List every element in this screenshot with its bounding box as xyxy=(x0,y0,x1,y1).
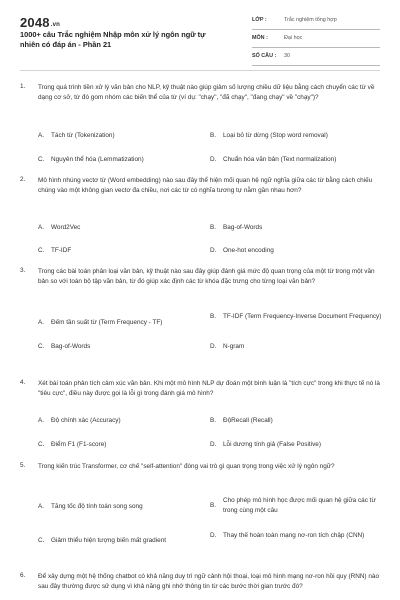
option-d[interactable] xyxy=(210,531,382,541)
question-number: 3. xyxy=(20,267,26,274)
document-title: 1000+ câu Trắc nghiệm Nhập môn xử lý ngôn ngữ tự nhiên có đáp án - Phần 21 xyxy=(20,30,206,49)
option-text: Lỗi dương tính giả (False Positive) xyxy=(223,441,321,448)
option-letter: D. xyxy=(210,532,217,540)
page-header xyxy=(0,0,400,62)
meta-value-class: Trắc nghiệm tổng hợp xyxy=(284,17,337,23)
option-b[interactable] xyxy=(210,131,382,141)
logo-text: 2048 xyxy=(20,15,50,30)
meta-label-class: LỚP : xyxy=(252,17,267,23)
option-text: Cho phép mô hình học được mối quan hệ giữa các từ trong cùng một câu xyxy=(223,497,376,514)
option-b[interactable] xyxy=(210,312,382,322)
option-text: Độ chính xác (Accuracy) xyxy=(51,417,121,424)
option-text: Bag-of-Words xyxy=(51,343,91,350)
option-text: TF-IDF (Term Frequency-Inverse Document Frequency) xyxy=(223,313,382,320)
option-text: Giảm thiểu hiện tượng biến mất gradient xyxy=(51,537,167,544)
option-text: Tách từ (Tokenization) xyxy=(51,132,115,139)
question-text: Trong kiến trúc Transformer, cơ chế "self-attention" đóng vai trò gì quan trọng trong việc xử lý ngôn ngữ? xyxy=(38,463,335,470)
meta-value-subject: Đại học xyxy=(284,35,303,41)
option-letter: B. xyxy=(210,313,217,321)
option-letter: B. xyxy=(210,502,217,510)
option-text: Điểm F1 (F1-score) xyxy=(51,441,107,448)
option-letter: A. xyxy=(38,224,45,232)
option-letter: C. xyxy=(38,343,45,351)
document-meta xyxy=(252,15,380,69)
question-number: 4. xyxy=(20,379,26,386)
option-text: TF-IDF xyxy=(51,247,72,254)
option-letter: C. xyxy=(38,247,45,255)
option-letter: A. xyxy=(38,503,45,511)
option-a[interactable] xyxy=(38,318,210,328)
option-text: Thay thế hoàn toàn mạng nơ-ron tích chập (CNN) xyxy=(223,532,365,539)
option-b[interactable] xyxy=(210,496,382,516)
option-text: ĐộRecall (Recall) xyxy=(223,417,273,424)
option-text: Loại bỏ từ dừng (Stop word removal) xyxy=(223,132,328,139)
option-letter: C. xyxy=(38,156,45,164)
option-letter: C. xyxy=(38,441,45,449)
header-divider xyxy=(20,70,380,71)
meta-label-subject: MÔN : xyxy=(252,35,268,41)
option-text: N-gram xyxy=(223,343,245,350)
question-text: Trong quá trình tiền xử lý văn bản cho NLP, kỹ thuật nào giúp giảm số lượng chiều dữ liệu bằng cách chuyển các từ về dạng cơ sở, từ đó gom nhóm các biến thể của từ (ví dụ: "chạy", "đã chạy", "đang chạy" về "chạy")? xyxy=(38,84,375,102)
option-c[interactable] xyxy=(38,155,210,165)
option-text: Chuẩn hóa văn bản (Text normalization) xyxy=(223,156,337,163)
meta-row-count xyxy=(252,51,380,66)
question-number: 2. xyxy=(20,176,26,183)
option-letter: B. xyxy=(210,132,217,140)
option-text: Tăng tốc độ tính toán song song xyxy=(51,503,143,510)
option-letter: A. xyxy=(38,417,45,425)
option-c[interactable] xyxy=(38,440,210,450)
logo-tld: .vn xyxy=(50,22,61,28)
option-c[interactable] xyxy=(38,342,210,352)
question-number: 1. xyxy=(20,83,26,90)
option-b[interactable] xyxy=(210,416,382,426)
option-c[interactable] xyxy=(38,536,210,546)
question-number: 6. xyxy=(20,572,26,579)
question-text: Trong các bài toán phân loại văn bản, kỹ thuật nào sau đây giúp đánh giá mức độ quan trọng của một từ trong một văn bản so với toàn bộ tập văn bản, từ đó giúp xác định các từ khóa đặc trưng cho từng loại văn bản? xyxy=(38,268,375,286)
option-letter: B. xyxy=(210,417,217,425)
option-letter: B. xyxy=(210,224,217,232)
option-a[interactable] xyxy=(38,416,210,426)
option-text: Word2Vec xyxy=(51,224,81,231)
option-letter: D. xyxy=(210,247,217,255)
option-letter: A. xyxy=(38,319,45,327)
meta-row-subject xyxy=(252,33,380,48)
option-letter: D. xyxy=(210,343,217,351)
option-letter: A. xyxy=(38,132,45,140)
meta-row-class xyxy=(252,15,380,30)
option-b[interactable] xyxy=(210,223,382,233)
meta-value-count: 30 xyxy=(284,53,290,59)
option-letter: D. xyxy=(210,156,217,164)
site-logo[interactable] xyxy=(20,15,60,30)
question-text: Xét bài toán phân tích cảm xúc văn bản. Khi một mô hình NLP dự đoán một bình luận là "tích cực" trong khi thực tế nó là "tiêu cực", điều này được gọi là lỗi gì trong đánh giá mô hình? xyxy=(38,380,380,398)
option-text: One-hot encoding xyxy=(223,247,274,254)
option-text: Bag-of-Words xyxy=(223,224,263,231)
question-number: 5. xyxy=(20,462,26,469)
option-d[interactable] xyxy=(210,440,382,450)
option-letter: D. xyxy=(210,441,217,449)
option-letter: C. xyxy=(38,537,45,545)
option-a[interactable] xyxy=(38,502,210,512)
option-text: Đếm tần suất từ (Term Frequency - TF) xyxy=(51,319,163,326)
option-a[interactable] xyxy=(38,131,210,141)
option-d[interactable] xyxy=(210,246,382,256)
option-text: Nguyên thể hóa (Lemmatization) xyxy=(51,156,144,163)
option-a[interactable] xyxy=(38,223,210,233)
option-d[interactable] xyxy=(210,155,382,165)
option-c[interactable] xyxy=(38,246,210,256)
option-d[interactable] xyxy=(210,342,382,352)
question-text: Để xây dựng một hệ thống chatbot có khả năng duy trì ngữ cảnh hội thoại, loại mô hình mạng nơ-ron hồi quy (RNN) nào sau đây thường được sử dụng vì khả năng ghi nhớ thông tin từ các bước thời gian trước đó? xyxy=(38,573,379,591)
meta-label-count: SỐ CÂU : xyxy=(252,53,277,59)
question-text: Mô hình nhúng vectơ từ (Word embedding) nào sau đây thể hiện mối quan hệ ngữ nghĩa giữa các từ bằng cách chiếu chúng vào một không gian vectơ đa chiều, nơi các từ có nghĩa tương tự nằm gần nhau hơn? xyxy=(38,177,373,195)
